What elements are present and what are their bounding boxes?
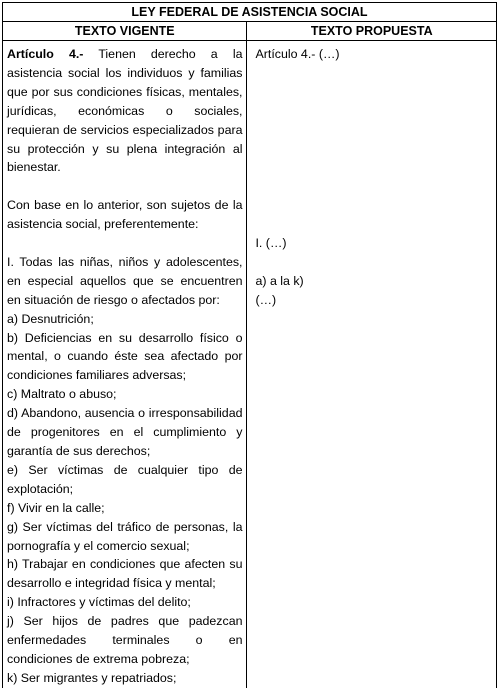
item-i: i) Infractores y víctimas del delito; bbox=[7, 595, 191, 610]
propuesta-content bbox=[247, 41, 496, 310]
article-label: Artículo 4.- bbox=[7, 47, 84, 61]
intro-paragraph: Con base en lo anterior, son sujetos de la asistencia social, preferentemente: bbox=[7, 198, 243, 232]
propuesta-range: a) a la k) bbox=[255, 273, 304, 288]
item-b: b) Deficiencias en su desarrollo físico o mental, o cuando éste sea afectado por condiciones familiares adversas; bbox=[7, 330, 243, 383]
item-j: j) Ser hijos de padres que padezcan enfermedades terminales o en condiciones de extrema pobreza; bbox=[7, 614, 243, 666]
header-texto-vigente: TEXTO VIGENTE bbox=[3, 22, 247, 41]
item-e: e) Ser víctimas de cualquier tipo de explotación; bbox=[7, 462, 243, 496]
item-k: k) Ser migrantes y repatriados; bbox=[7, 670, 177, 685]
propuesta-ellipsis: (…) bbox=[255, 292, 277, 307]
article-text: Tienen derecho a la asistencia social los individuos y familias que por sus condiciones físicas, mentales, jurídicas, económicas o sociales, requieran de servicios especializados para su protección y su plena integración al bienestar. bbox=[7, 47, 243, 175]
propuesta-fraction-i: I. (…) bbox=[255, 235, 287, 250]
item-g: g) Ser víctimas del tráfico de personas, la pornografía y el comercio sexual; bbox=[7, 519, 243, 553]
fraction-i: I. Todas las niñas, niños y adolescentes, en especial aquellos que se encuentren en situación de riesgo o afectados por: bbox=[7, 254, 243, 307]
item-c: c) Maltrato o abuso; bbox=[7, 387, 117, 402]
comparison-table bbox=[2, 2, 497, 688]
header-texto-propuesta: TEXTO PROPUESTA bbox=[247, 22, 497, 41]
item-a: a) Desnutrición; bbox=[7, 311, 94, 326]
item-h: h) Trabajar en condiciones que afecten su desarrollo e integridad física y mental; bbox=[7, 557, 243, 591]
article-4-paragraph bbox=[7, 45, 242, 177]
propuesta-article: Artículo 4.- (…) bbox=[255, 47, 340, 61]
item-f: f) Vivir en la calle; bbox=[7, 500, 105, 515]
vigente-cell bbox=[3, 41, 247, 688]
table-title: LEY FEDERAL DE ASISTENCIA SOCIAL bbox=[3, 3, 497, 22]
item-d: d) Abandono, ausencia o irresponsabilidad de progenitores en el cumplimiento y garantía de sus derechos; bbox=[7, 406, 243, 458]
propuesta-cell bbox=[247, 41, 497, 688]
vigente-content bbox=[3, 41, 246, 688]
